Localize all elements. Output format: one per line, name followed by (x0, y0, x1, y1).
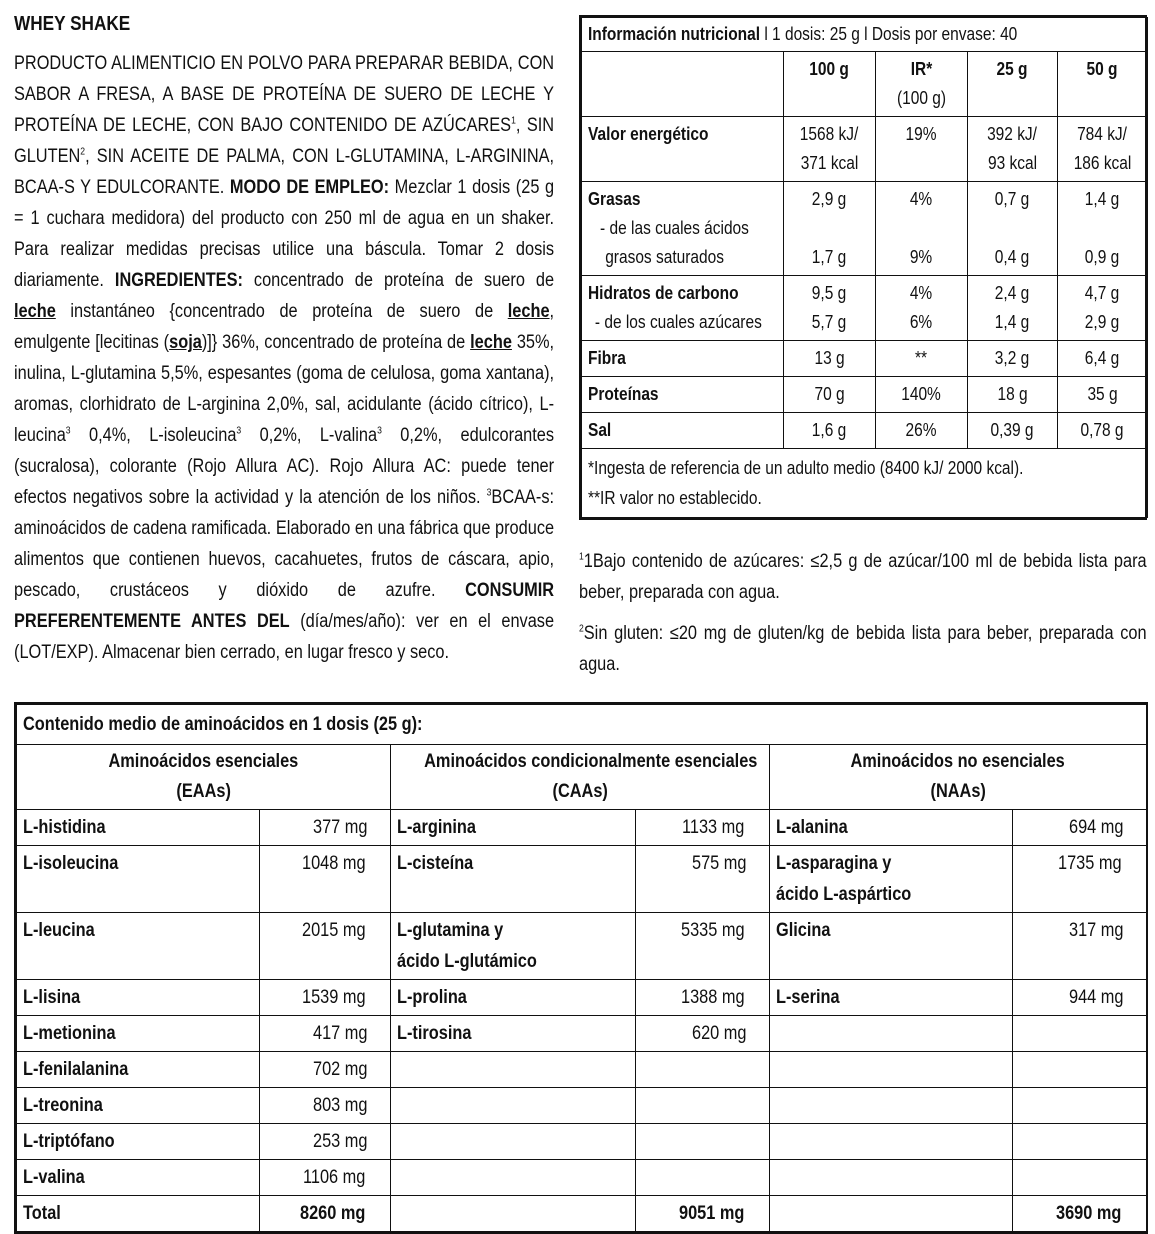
amino-row: L-isoleucina 1048 mg L-cisteína 575 mg L-asparagina y ácido L-aspártico 1735 mg (17, 846, 1147, 913)
ingredients-label: INGREDIENTES: (114, 270, 243, 291)
footnote-gluten: $^2$Sin gluten: ≤20 mg de gluten/kg de bebida lista para beber, preparada con agua. (579, 623, 1147, 675)
nutrition-table (579, 15, 1147, 520)
amino-row: L-valina 1106 mg (17, 1160, 1147, 1196)
nutrition-footnote: *Ingesta de referencia de un adulto medio (8400 kJ/ 2000 kcal). **IR valor no establecido. (582, 449, 1148, 518)
header-25g: 25 g (968, 52, 1058, 117)
amino-total-row: Total 8260 mg 9051 mg 3690 mg (17, 1196, 1147, 1232)
product-body-text: PRODUCTO ALIMENTICIO EN POLVO PARA PREPARAR BEBIDA, CON SABOR A FRESA, A BASE DE PROTEÍNA DE SUERO DE LECHE Y PROTEÍNA DE LECHE, CON BAJO CONTENIDO DE AZÚCARES$^1$, SIN GLUTEN$^2$, SIN ACEITE DE PALMA, CON L-GLUTAMINA, L-ARGININA, BCAA-S Y EDULCORANTE. MODO DE EMPLEO: Mezclar 1 dosis (25 g = 1 cuchara medidora) del producto con 250 ml de agua en un shaker. Para realizar medidas precisas utilice una báscula. Tomar 2 dosis diariamente. INGREDIENTES: concentrado de proteína de suero de leche instantáneo {concentrado de proteína de suero de leche, emulgente [lecitinas (soja)]} 36%, concentrado de proteína de leche 35%, inulina, L-glutamina 5,5%, espesantes (goma de celulosa, goma xantana), aromas, clorhidrato de L-arginina 2,0%, sal, acidulante (ácido cítrico), L-leucina$^3$ 0,4%, L-isoleucina$^3$ 0,2%, L-valina$^3$ 0,2%, edulcorantes (sucralosa), colorante (Rojo Allura AC). Rojo Allura AC: puede tener efectos negativos sobre la actividad y la atención de los niños. $^3$BCAA-s: aminoácidos de cadena ramificada. Elaborado en una fábrica que produce alimentos que contienen huevos, cacahuetes, frutos de cáscara, apio, pescado, crustáceos y dióxido de azufre. CONSUMIR PREFERENTEMENTE ANTES DEL (día/mes/año): ver en el envase (LOT/EXP). Almacenar bien cerrado, en lugar fresco y seco. (14, 53, 555, 663)
allergen-leche: leche (14, 301, 56, 322)
footnote-sugar: $^1$1Bajo contenido de azúcares: ≤2,5 g de azúcar/100 ml de bebida lista para beber, preparada con agua. (579, 551, 1147, 603)
amino-row: L-leucina 2015 mg L-glutamina y ácido L-glutámico 5335 mg Glicina 317 mg (17, 913, 1147, 980)
header-ir: IR* (100 g) (876, 52, 968, 117)
amino-row: L-fenilalanina 702 mg (17, 1052, 1147, 1088)
nutrition-row-carbs: Hidratos de carbono - de los cuales azúcares 9,5 g 5,7 g 4% 6% 2,4 g 1,4 g 4,7 g 2,9 g (582, 276, 1148, 341)
allergen-leche: leche (507, 301, 550, 322)
amino-row: L-histidina 377 mg L-arginina 1133 mg L-alanina 694 mg (17, 810, 1147, 846)
amino-acid-table (14, 702, 1148, 1234)
group-naa-header: Aminoácidos no esenciales (NAAs) (770, 745, 1147, 810)
group-caa-header: Aminoácidos condicionalmente esenciales (CAAs) (391, 745, 770, 810)
nutrition-row-fiber: Fibra 13 g ** 3,2 g 6,4 g (582, 341, 1148, 377)
amino-title: Contenido medio de aminoácidos en 1 dosis (25 g): (17, 705, 1147, 745)
nutrition-header-row (582, 52, 1148, 117)
amino-group-header-row (17, 745, 1147, 810)
header-50g: 50 g (1058, 52, 1148, 117)
allergen-soja: soja (169, 332, 202, 353)
nutrition-row-protein: Proteínas 70 g 140% 18 g 35 g (582, 377, 1148, 413)
usage-label: MODO DE EMPLEO: (229, 177, 390, 198)
footnotes (579, 546, 1147, 690)
amino-row: L-treonina 803 mg (17, 1088, 1147, 1124)
allergen-leche: leche (470, 332, 512, 353)
nutrition-row-fat: Grasas - de las cuales ácidos grasos saturados 2,9 g 1,7 g 4% 9% 0,7 g 0,4 g 1,4 g 0,9 g (582, 182, 1148, 276)
amino-row: L-metionina 417 mg L-tirosina 620 mg (17, 1016, 1147, 1052)
amino-row: L-lisina 1539 mg L-prolina 1388 mg L-serina 944 mg (17, 980, 1147, 1016)
product-title: WHEY SHAKE (14, 13, 131, 35)
nutrition-title: Información nutricional l 1 dosis: 25 g l Dosis por envase: 40 (582, 18, 1148, 52)
nutrition-row-energy: Valor energético 1568 kJ/ 371 kcal 19% 392 kJ/ 93 kcal 784 kJ/ 186 kcal (582, 117, 1148, 182)
best-before-label: CONSUMIR PREFERENTEMENTE ANTES DEL (14, 580, 555, 632)
nutrition-row-salt: Sal 1,6 g 26% 0,39 g 0,78 g (582, 413, 1148, 449)
group-eaa-header: Aminoácidos esenciales (EAAs) (17, 745, 391, 810)
product-description (14, 10, 555, 668)
amino-row: L-triptófano 253 mg (17, 1124, 1147, 1160)
header-100g: 100 g (784, 52, 876, 117)
